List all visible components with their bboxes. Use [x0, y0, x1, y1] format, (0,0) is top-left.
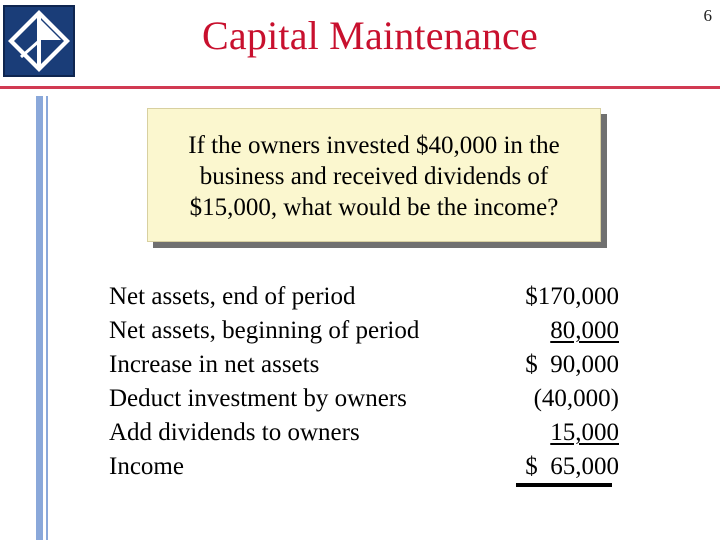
page-title: Capital Maintenance: [202, 13, 538, 58]
table-row: [109, 351, 619, 385]
row-label: Net assets, end of period: [109, 283, 356, 310]
page-number: 6: [703, 6, 712, 25]
table-row: [109, 317, 619, 351]
row-amount: $ 65,000: [525, 453, 619, 480]
row-amount: $ 90,000: [525, 351, 619, 378]
row-label: Deduct investment by owners: [109, 385, 407, 412]
row-amount: 15,000: [550, 419, 619, 446]
table-row: [109, 385, 619, 419]
table-row: [109, 419, 619, 453]
accent-bar-thin: [46, 96, 48, 540]
accent-bar: [36, 96, 43, 540]
row-label: Increase in net assets: [109, 351, 320, 378]
row-amount: (40,000): [533, 385, 619, 412]
question-callout: [147, 108, 601, 242]
total-double-underline: [516, 483, 612, 487]
table-row: [109, 283, 619, 317]
row-label: Net assets, beginning of period: [109, 317, 420, 344]
row-label: Add dividends to owners: [109, 419, 360, 446]
row-amount: $170,000: [525, 283, 619, 310]
row-amount: 80,000: [550, 317, 619, 344]
header-rule: [0, 86, 720, 89]
row-label: Income: [109, 453, 184, 480]
table-row: [109, 453, 619, 487]
question-text: If the owners invested $40,000 in the business and received dividends of $15,000, what would be the income?: [188, 132, 560, 221]
